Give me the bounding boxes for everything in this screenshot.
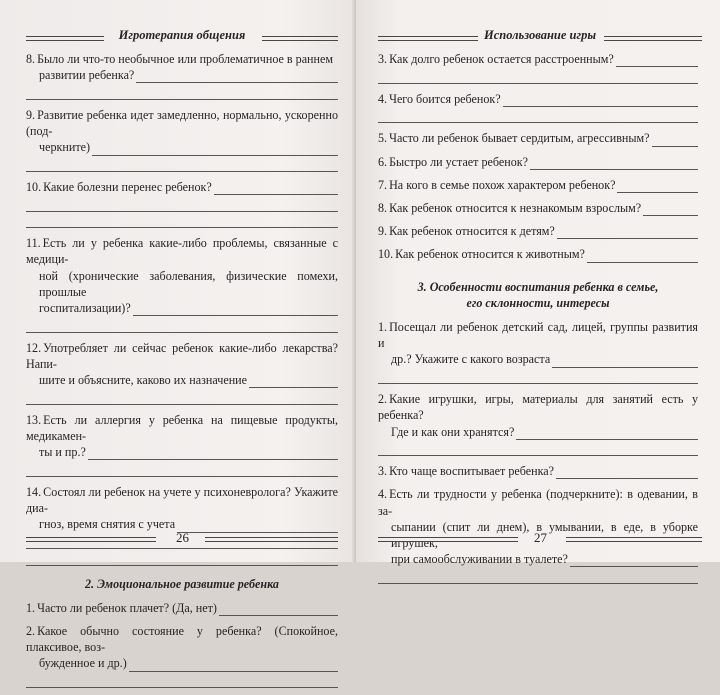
right-page-content: [378, 51, 698, 591]
left-page-content: [26, 51, 338, 695]
question-text: Как ребенок относится к животным?: [395, 247, 585, 262]
question-number: 4.: [378, 487, 388, 502]
question-number: 2.: [26, 623, 36, 638]
question-text-line: [26, 340, 338, 372]
right-page: [356, 0, 720, 567]
question-number: 8.: [378, 201, 388, 216]
question-text-line: [378, 486, 698, 518]
page-header: Использование игры: [483, 28, 597, 42]
answer-line[interactable]: [26, 672, 338, 689]
answer-line[interactable]: [378, 368, 698, 385]
question-item: [378, 177, 698, 193]
question-text: сыпании (спит ли днем), в умывании, в еде, в уборке игрушек,: [391, 519, 698, 551]
question-text: бужденное и др.): [39, 656, 127, 671]
question-number: 10.: [26, 180, 42, 195]
question-text-line: [378, 319, 698, 351]
question-number: 1.: [26, 600, 36, 615]
answer-line[interactable]: [26, 316, 338, 333]
question-text: Как ребенок относится к незнакомым взрослым?: [389, 201, 642, 216]
question-item: [26, 484, 338, 566]
question-number: 12.: [26, 340, 42, 355]
section-title: 2. Эмоциональное развитие ребенка: [85, 576, 279, 591]
question-text-line: [378, 391, 698, 423]
question-number: 8.: [26, 52, 36, 66]
question-text: Состоял ли ребенок на учете у психоневролога? Укажите диа-: [26, 484, 338, 516]
question-text-line: [26, 268, 338, 300]
answer-blank-line[interactable]: [587, 251, 698, 263]
answer-blank-line[interactable]: [617, 181, 698, 193]
question-text-line: [378, 246, 698, 262]
answer-line[interactable]: [26, 388, 338, 405]
question-text-line: [26, 235, 338, 267]
question-text: госпитализации)?: [39, 301, 131, 316]
question-number: 3.: [378, 464, 388, 479]
question-text-line: [378, 223, 698, 239]
question-text: Как ребенок относится к детям?: [389, 224, 555, 239]
question-text-line: [26, 107, 338, 139]
question-text: Часто ли ребенок бывает сердитым, агрессивным?: [389, 131, 650, 146]
question-item: [26, 340, 338, 405]
question-item: [378, 319, 698, 384]
question-item: [378, 154, 698, 170]
question-text: Какие игрушки, игры, материалы для занятий есть у ребенка?: [378, 392, 698, 423]
answer-line[interactable]: [26, 195, 338, 212]
question-item: [26, 107, 338, 172]
question-text: ты и пр.?: [39, 445, 86, 460]
answer-line[interactable]: [378, 567, 698, 584]
question-item: [378, 130, 698, 146]
answer-blank-line[interactable]: [219, 604, 338, 616]
answer-blank-line[interactable]: [552, 356, 698, 368]
answer-line[interactable]: [26, 83, 338, 100]
question-number: 1.: [378, 320, 388, 335]
question-text-line: [26, 623, 338, 655]
question-text: Посещал ли ребенок детский сад, лицей, группы развития и: [378, 320, 698, 351]
question-text-line: [378, 130, 698, 146]
question-text-line: [26, 412, 338, 444]
answer-blank-line[interactable]: [503, 95, 698, 107]
question-text: Употребляет ли сейчас ребенок какие-либо лекарства? Напи-: [26, 340, 338, 371]
question-text-line: [26, 300, 338, 316]
question-number: 3.: [378, 52, 388, 66]
question-item: [26, 412, 338, 477]
answer-blank-line[interactable]: [133, 304, 338, 316]
answer-blank-line[interactable]: [557, 227, 698, 239]
question-text-line: [378, 200, 698, 216]
question-text-line: [378, 91, 698, 107]
answer-line[interactable]: [26, 156, 338, 173]
question-text: Какие болезни перенес ребенок?: [43, 180, 212, 195]
question-text: др.? Укажите с какого возраста: [391, 352, 551, 367]
question-text: Есть ли аллергия у ребенка на пищевые продукты, медикамен-: [26, 412, 338, 444]
page-header: Игротерапия общения: [118, 28, 246, 42]
question-item: [26, 623, 338, 688]
section-title: [378, 279, 698, 311]
answer-blank-line[interactable]: [643, 204, 698, 216]
question-text-line: [26, 372, 338, 388]
answer-line[interactable]: [378, 440, 698, 457]
question-text: черкните): [39, 140, 90, 155]
question-item: [378, 463, 698, 479]
question-text: шите и объясните, каково их назначение: [39, 373, 248, 388]
question-number: 4.: [378, 91, 388, 106]
question-number: 2.: [378, 392, 388, 407]
question-number: 6.: [378, 154, 388, 169]
question-number: 14.: [26, 484, 42, 499]
question-item: [26, 600, 338, 616]
question-text-line: [26, 51, 338, 67]
question-text: Какое обычно состояние у ребенка? (Спокойное, плаксивое, воз-: [26, 623, 338, 655]
answer-blank-line[interactable]: [214, 183, 338, 195]
question-text: развитии ребенка?: [39, 68, 135, 83]
answer-blank-line[interactable]: [177, 521, 338, 533]
section-title-line: его склонности, интересы: [466, 295, 610, 310]
question-item: [378, 223, 698, 239]
answer-line[interactable]: [26, 212, 338, 229]
question-text: ной (хронические заболевания, физические помехи, прошлые: [39, 268, 338, 299]
section-title-line: 3. Особенности воспитания ребенка в семье,: [417, 279, 659, 294]
question-item: [26, 235, 338, 333]
question-text: Где и как они хранятся?: [391, 424, 515, 439]
question-text-line: [378, 551, 698, 567]
question-text: Есть ли трудности у ребенка (подчеркните): в одевании, в за-: [378, 487, 698, 518]
answer-blank-line[interactable]: [652, 135, 698, 147]
question-text-line: [378, 51, 698, 67]
answer-line[interactable]: [378, 107, 698, 124]
question-text: гноз, время снятия с учета: [39, 517, 176, 532]
question-text-line: [26, 179, 338, 195]
question-number: 7.: [378, 177, 388, 192]
question-number: 9.: [26, 107, 36, 122]
answer-line[interactable]: [26, 549, 338, 566]
answer-blank-line[interactable]: [616, 55, 698, 67]
question-text-line: [378, 424, 698, 440]
question-text-line: [378, 177, 698, 193]
question-text-line: [378, 351, 698, 367]
answer-blank-line[interactable]: [516, 428, 698, 440]
question-text: Кто чаще воспитывает ребенка?: [389, 464, 555, 479]
question-text: Как долго ребенок остается расстроенным?: [389, 52, 614, 66]
question-item: [378, 91, 698, 124]
question-number: 10.: [378, 247, 394, 262]
question-text: Быстро ли устает ребенок?: [389, 154, 529, 169]
question-text: Развитие ребенка идет замедленно, нормально, ускоренно (под-: [26, 107, 338, 139]
answer-blank-line[interactable]: [136, 71, 338, 83]
question-item: [26, 179, 338, 228]
question-text-line: [26, 484, 338, 516]
question-text-line: [26, 655, 338, 671]
answer-blank-line[interactable]: [249, 376, 338, 388]
answer-blank-line[interactable]: [88, 448, 338, 460]
answer-blank-line[interactable]: [570, 555, 698, 567]
question-number: 11.: [26, 236, 41, 251]
question-item: [378, 51, 698, 84]
footer-rule-a: [26, 537, 156, 542]
footer-rule-d: [566, 537, 702, 542]
question-text-line: [26, 67, 338, 83]
left-page: [0, 0, 356, 671]
answer-blank-line[interactable]: [129, 660, 338, 672]
footer-rule-b: [205, 537, 338, 542]
question-number: 13.: [26, 412, 42, 427]
question-text-line: [378, 154, 698, 170]
question-item: [378, 200, 698, 216]
question-item: [378, 246, 698, 262]
question-text: Было ли что-то необычное или проблематичное в раннем: [37, 52, 334, 66]
answer-line[interactable]: [378, 67, 698, 84]
question-text: Чего боится ребенок?: [389, 91, 501, 106]
question-number: 9.: [378, 224, 388, 239]
question-text-line: [26, 444, 338, 460]
question-text: Часто ли ребенок плачет? (Да, нет): [37, 600, 217, 615]
question-text: На кого в семье похож характером ребенок?: [389, 177, 616, 192]
page-number: 27: [534, 530, 547, 545]
question-text-line: [26, 600, 338, 616]
question-text: Есть ли у ребенка какие-либо проблемы, связанные с медици-: [26, 236, 338, 267]
question-text: при самообслуживании в туалете?: [391, 552, 568, 567]
question-text-line: [26, 139, 338, 155]
page-number: 26: [176, 530, 189, 545]
question-item: [378, 391, 698, 456]
question-item: [26, 51, 338, 100]
answer-line[interactable]: [26, 460, 338, 477]
answer-blank-line[interactable]: [556, 467, 698, 479]
question-text-line: [378, 463, 698, 479]
answer-blank-line[interactable]: [530, 158, 698, 170]
question-number: 5.: [378, 131, 388, 146]
footer-rule-c: [378, 537, 518, 542]
answer-blank-line[interactable]: [92, 144, 338, 156]
